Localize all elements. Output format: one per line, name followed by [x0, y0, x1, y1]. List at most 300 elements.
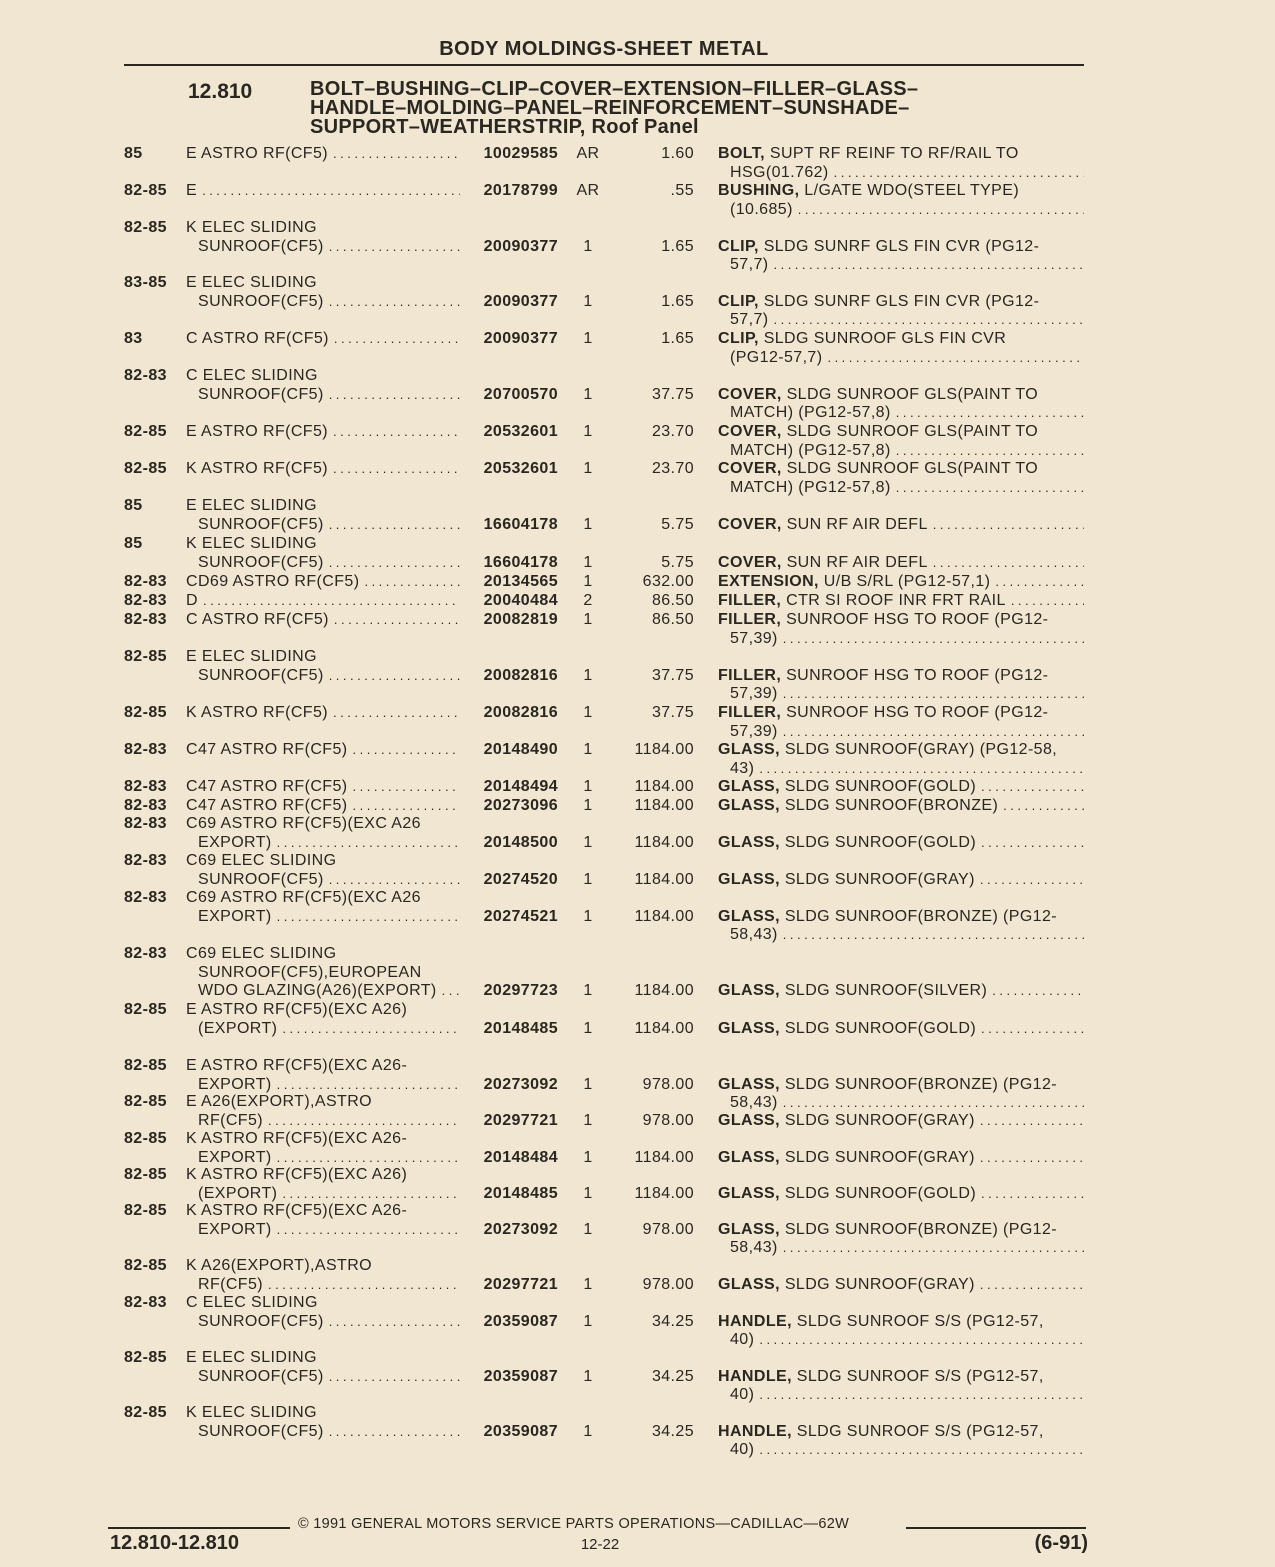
dot-leader	[329, 516, 460, 535]
section-title-line: HANDLE–MOLDING–PANEL–REINFORCEMENT–SUNSHADE–	[310, 97, 910, 119]
application	[186, 460, 460, 479]
application-line: E ASTRO RF(CF5)(EXC A26)	[186, 1001, 408, 1018]
model-year: 82-85	[124, 648, 167, 665]
description	[718, 667, 1084, 704]
dot-leader	[783, 685, 1084, 704]
quantity: 1	[583, 1367, 593, 1385]
application-line: E ASTRO RF(CF5)	[186, 145, 329, 162]
quantity: 1	[583, 573, 593, 590]
part-name: HANDLE,	[718, 1312, 792, 1330]
application-line: E ELEC SLIDING	[186, 497, 317, 514]
table-row	[0, 330, 1275, 367]
application-line: C69 ASTRO RF(CF5)(EXC A26	[186, 889, 421, 906]
application-line: EXPORT)	[198, 1220, 272, 1238]
application-line: K ASTRO RF(CF5)(EXC A26)	[186, 1166, 408, 1183]
application	[186, 1294, 460, 1331]
price: 1184.00	[634, 982, 694, 999]
dot-leader	[896, 442, 1084, 461]
model-year: 82-83	[124, 367, 167, 384]
part-number: 20082816	[483, 666, 558, 684]
application-line: SUNROOF(CF5)	[198, 385, 324, 403]
model-year: 82-85	[124, 1001, 167, 1018]
description	[718, 704, 1084, 741]
model-year: 82-85	[124, 423, 167, 440]
model-year: 82-85	[124, 704, 167, 721]
application-line: K ELEC SLIDING	[186, 1404, 317, 1421]
quantity: 1	[583, 1111, 593, 1129]
description-line: SUNROOF HSG TO ROOF (PG12-	[786, 704, 1049, 721]
model-year: 82-83	[124, 573, 167, 590]
price: 1184.00	[634, 833, 694, 851]
part-number: 20148484	[483, 1148, 558, 1166]
table-row	[0, 1257, 1275, 1294]
part-number: 20040484	[483, 592, 558, 609]
dot-leader	[282, 1185, 460, 1204]
part-number: 20274521	[483, 907, 558, 925]
model-year: 82-85	[124, 1057, 167, 1074]
description-line: SLDG SUNROOF GLS(PAINT TO	[786, 385, 1039, 403]
application-line: C47 ASTRO RF(CF5)	[186, 778, 348, 795]
model-year: 82-83	[124, 611, 167, 628]
table-row	[0, 648, 1275, 702]
quantity: 2	[583, 592, 593, 609]
price: 23.70	[651, 460, 694, 477]
application-line: K ASTRO RF(CF5)	[186, 704, 329, 721]
part-number: 20148500	[483, 833, 558, 851]
description-line: SLDG SUNROOF(SILVER)	[784, 982, 988, 999]
description-line: 57,7)	[730, 256, 769, 273]
part-name: HANDLE,	[718, 1422, 792, 1440]
part-name: FILLER,	[718, 611, 782, 628]
description	[718, 1276, 1084, 1295]
application	[186, 1093, 460, 1130]
header-rule	[124, 64, 1084, 66]
application-line: C ASTRO RF(CF5)	[186, 611, 329, 628]
description-line: L/GATE WDO(STEEL TYPE)	[804, 182, 1020, 199]
quantity: 1	[583, 1184, 593, 1202]
page-header: BODY MOLDINGS-SHEET METAL	[439, 38, 769, 60]
application	[186, 1001, 460, 1038]
dot-leader	[759, 1386, 1084, 1405]
model-year: 82-83	[124, 945, 167, 962]
table-row	[0, 274, 1275, 328]
table-row	[0, 573, 1275, 592]
description-line: SLDG SUNROOF GLS FIN CVR	[763, 330, 1007, 347]
price: 1.65	[661, 330, 694, 347]
quantity: 1	[583, 330, 593, 347]
dot-leader	[268, 1112, 460, 1131]
part-number: 20148494	[483, 778, 558, 795]
footer-rule-right	[906, 1527, 1086, 1529]
part-name: GLASS,	[718, 1275, 780, 1293]
application-line: WDO GLAZING(A26)(EXPORT)	[198, 982, 437, 999]
part-name: GLASS,	[718, 1019, 780, 1037]
dot-leader	[981, 1185, 1084, 1204]
part-number: 20148485	[483, 1019, 558, 1037]
model-year: 82-85	[124, 1404, 167, 1421]
dot-leader	[277, 834, 460, 853]
quantity: 1	[583, 423, 593, 440]
dot-leader	[329, 1368, 460, 1387]
application-line: E A26(EXPORT),ASTRO	[186, 1093, 373, 1110]
part-name: BUSHING,	[718, 182, 800, 199]
description-line: SLDG SUNROOF S/S (PG12-57,	[796, 1367, 1044, 1385]
dot-leader	[353, 797, 461, 816]
part-number: 20273092	[483, 1220, 558, 1238]
description	[718, 330, 1084, 367]
description-line: 43)	[730, 759, 755, 777]
table-row	[0, 778, 1275, 797]
dot-leader	[827, 349, 1084, 368]
dot-leader	[798, 201, 1084, 220]
table-row	[0, 741, 1275, 778]
application-line: EXPORT)	[198, 907, 272, 925]
description-line: SUN RF AIR DEFL	[786, 515, 928, 533]
description-line: SLDG SUNROOF(GRAY)	[784, 870, 975, 888]
application-line: C ELEC SLIDING	[186, 367, 318, 384]
description-line: 57,7)	[730, 311, 769, 328]
quantity: 1	[583, 778, 593, 795]
application	[186, 1130, 460, 1167]
application	[186, 274, 460, 311]
dot-leader	[333, 704, 460, 723]
section-number: 12.810	[188, 80, 253, 103]
application	[186, 573, 460, 592]
dot-leader	[277, 908, 460, 927]
description-line: SLDG SUNROOF GLS(PAINT TO	[786, 460, 1039, 477]
dot-leader	[1011, 592, 1084, 611]
part-name: CLIP,	[718, 237, 759, 255]
part-number: 20359087	[483, 1312, 558, 1330]
part-number: 20359087	[483, 1422, 558, 1440]
application	[186, 648, 460, 685]
part-number: 20148485	[483, 1184, 558, 1202]
part-number: 20532601	[483, 460, 558, 477]
part-name: FILLER,	[718, 704, 782, 721]
table-row	[0, 1202, 1275, 1256]
description	[718, 460, 1084, 497]
description-line: SLDG SUNROOF(GOLD)	[784, 778, 977, 795]
price: 1184.00	[634, 1184, 694, 1202]
model-year: 83	[124, 330, 143, 347]
description	[718, 238, 1084, 275]
part-number: 20178799	[483, 182, 558, 199]
dot-leader	[981, 1020, 1084, 1039]
application-line: SUNROOF(CF5),EUROPEAN	[198, 963, 422, 981]
dot-leader	[353, 778, 461, 797]
quantity: AR	[576, 145, 600, 162]
application-line: C69 ELEC SLIDING	[186, 945, 337, 962]
quantity: 1	[583, 797, 593, 814]
application	[186, 815, 460, 852]
description-line: 58,43)	[730, 1239, 778, 1256]
model-year: 85	[124, 497, 143, 514]
application-line: C47 ASTRO RF(CF5)	[186, 741, 348, 758]
model-year: 82-85	[124, 1257, 167, 1274]
quantity: 1	[583, 237, 593, 255]
copyright: © 1991 GENERAL MOTORS SERVICE PARTS OPERATIONS—CADILLAC—62W	[298, 1516, 850, 1532]
table-row	[0, 1001, 1275, 1038]
description-line: SUPT RF REINF TO RF/RAIL TO	[769, 145, 1019, 162]
table-row	[0, 1093, 1275, 1130]
application-line: C47 ASTRO RF(CF5)	[186, 797, 348, 814]
part-name: COVER,	[718, 515, 782, 533]
price: 34.25	[651, 1422, 694, 1440]
description-line: SLDG SUNROOF(GOLD)	[784, 833, 977, 851]
table-row	[0, 889, 1275, 943]
dot-leader	[333, 423, 460, 442]
dot-leader	[834, 164, 1084, 183]
description	[718, 293, 1084, 330]
description	[718, 1313, 1084, 1350]
description-line: SLDG SUNRF GLS FIN CVR (PG12-	[763, 237, 1040, 255]
dot-leader	[933, 516, 1084, 535]
description	[718, 982, 1084, 1001]
application-line: E ASTRO RF(CF5)(EXC A26-	[186, 1057, 408, 1074]
description-line: SLDG SUNROOF(BRONZE)	[784, 797, 999, 814]
model-year: 82-85	[124, 219, 167, 236]
quantity: 1	[583, 460, 593, 477]
part-name: CLIP,	[718, 292, 759, 310]
model-year: 82-83	[124, 1294, 167, 1311]
description	[718, 554, 1084, 573]
price: 978.00	[642, 1275, 694, 1293]
quantity: 1	[583, 833, 593, 851]
price: 1.65	[661, 237, 694, 255]
description-line: 58,43)	[730, 926, 778, 943]
application	[186, 778, 460, 797]
model-year: 82-83	[124, 741, 167, 758]
description-line: SLDG SUNROOF S/S (PG12-57,	[796, 1422, 1044, 1440]
description-line: 40)	[730, 1331, 755, 1348]
table-row	[0, 704, 1275, 741]
description	[718, 1368, 1084, 1405]
application	[186, 945, 460, 1001]
quantity: 1	[583, 1220, 593, 1238]
description	[718, 1423, 1084, 1460]
description	[718, 516, 1084, 535]
model-year: 82-85	[124, 1349, 167, 1366]
model-year: 82-83	[124, 852, 167, 869]
application	[186, 1166, 460, 1203]
dot-leader	[759, 1441, 1084, 1460]
price: 632.00	[642, 573, 694, 590]
application-line: SUNROOF(CF5)	[198, 292, 324, 310]
application-line: E ASTRO RF(CF5)	[186, 423, 329, 440]
price: 5.75	[661, 553, 694, 571]
dot-leader	[783, 630, 1084, 649]
dot-leader	[992, 982, 1084, 1001]
description-line: SLDG SUNROOF(GOLD)	[784, 1184, 977, 1202]
part-number: 20297723	[483, 982, 558, 999]
model-year: 83-85	[124, 274, 167, 291]
dot-leader	[203, 592, 460, 611]
part-name: COVER,	[718, 553, 782, 571]
application-line: SUNROOF(CF5)	[198, 870, 324, 888]
description-line: MATCH) (PG12-57,8)	[730, 441, 891, 459]
application-line: C ASTRO RF(CF5)	[186, 330, 329, 347]
application-line: E ELEC SLIDING	[186, 1349, 317, 1366]
part-number: 20090377	[483, 292, 558, 310]
part-number: 20134565	[483, 573, 558, 590]
part-name: GLASS,	[718, 1184, 780, 1202]
part-name: GLASS,	[718, 741, 780, 758]
description-line: MATCH) (PG12-57,8)	[730, 404, 891, 421]
table-row	[0, 852, 1275, 889]
price: 37.75	[651, 666, 694, 684]
price: 34.25	[651, 1367, 694, 1385]
application	[186, 219, 460, 256]
description-line: (10.685)	[730, 200, 793, 218]
description	[718, 778, 1084, 797]
description-line: (PG12-57,7)	[730, 348, 823, 366]
part-name: HANDLE,	[718, 1367, 792, 1385]
description	[718, 182, 1084, 219]
table-row	[0, 1130, 1275, 1167]
price: 1184.00	[634, 797, 694, 814]
description-line: 57,39)	[730, 722, 778, 740]
part-number: 16604178	[483, 515, 558, 533]
application-line: K ELEC SLIDING	[186, 219, 317, 236]
dot-leader	[1003, 797, 1084, 816]
footer-section-range: 12.810-12.810	[110, 1532, 240, 1554]
description	[718, 1020, 1084, 1039]
table-row	[0, 182, 1275, 219]
model-year: 82-83	[124, 889, 167, 906]
model-year: 82-85	[124, 1202, 167, 1219]
quantity: 1	[583, 741, 593, 758]
application	[186, 535, 460, 572]
price: 86.50	[651, 611, 694, 628]
application	[186, 741, 460, 760]
dot-leader	[981, 778, 1084, 797]
dot-leader	[783, 1239, 1084, 1258]
application-line: E ELEC SLIDING	[186, 274, 317, 291]
description-line: SLDG SUNROOF GLS(PAINT TO	[786, 423, 1039, 440]
part-name: GLASS,	[718, 833, 780, 851]
application-line: SUNROOF(CF5)	[198, 1312, 324, 1330]
quantity: 1	[583, 553, 593, 571]
dot-leader	[353, 741, 461, 760]
application-line: C ELEC SLIDING	[186, 1294, 318, 1311]
price: 86.50	[651, 592, 694, 609]
description	[718, 145, 1084, 182]
model-year: 85	[124, 535, 143, 552]
section-title-line: BOLT–BUSHING–CLIP–COVER–EXTENSION–FILLER–GLASS–	[310, 78, 919, 100]
quantity: 1	[583, 907, 593, 925]
part-number: 20359087	[483, 1367, 558, 1385]
dot-leader	[277, 1221, 460, 1240]
description	[718, 573, 1084, 592]
footer-revision: (6-91)	[1034, 1532, 1088, 1554]
dot-leader	[333, 145, 460, 164]
description-line: SLDG SUNROOF(GRAY) (PG12-58,	[784, 741, 1058, 758]
application	[186, 1202, 460, 1239]
application	[186, 611, 460, 630]
description	[718, 797, 1084, 816]
description-line: 40)	[730, 1386, 755, 1403]
part-name: COVER,	[718, 423, 782, 440]
application	[186, 889, 460, 926]
price: 1184.00	[634, 778, 694, 795]
description-line: CTR SI ROOF INR FRT RAIL	[786, 592, 1006, 609]
description	[718, 611, 1084, 648]
table-row	[0, 497, 1275, 534]
dot-leader	[364, 573, 460, 592]
price: 1184.00	[634, 741, 694, 758]
dot-leader	[759, 760, 1084, 779]
dot-leader	[334, 611, 460, 630]
price: 978.00	[642, 1111, 694, 1129]
description-line: SLDG SUNROOF(GOLD)	[784, 1019, 977, 1037]
dot-leader	[980, 871, 1084, 890]
description	[718, 834, 1084, 853]
application	[186, 592, 460, 611]
model-year: 82-83	[124, 592, 167, 609]
part-name: GLASS,	[718, 1148, 780, 1166]
part-number: 16604178	[483, 553, 558, 571]
dot-leader	[329, 871, 460, 890]
description	[718, 908, 1084, 945]
application-line: SUNROOF(CF5)	[198, 1367, 324, 1385]
description-line: HSG(01.762)	[730, 163, 829, 181]
dot-leader	[202, 182, 460, 201]
quantity: 1	[583, 611, 593, 628]
quantity: 1	[583, 385, 593, 403]
description-line: SLDG SUNROOF(BRONZE) (PG12-	[784, 907, 1057, 925]
model-year: 82-85	[124, 1130, 167, 1147]
dot-leader	[277, 1076, 460, 1095]
model-year: 82-85	[124, 460, 167, 477]
table-row	[0, 797, 1275, 816]
price: 1.60	[661, 145, 694, 162]
quantity: 1	[583, 1275, 593, 1293]
application-line: SUNROOF(CF5)	[198, 553, 324, 571]
table-row	[0, 611, 1275, 648]
dot-leader	[783, 926, 1084, 945]
description	[718, 592, 1084, 611]
dot-leader	[980, 1149, 1084, 1168]
dot-leader	[282, 1020, 460, 1039]
part-number: 20090377	[483, 330, 558, 347]
description	[718, 423, 1084, 460]
description-line: SLDG SUNROOF(BRONZE) (PG12-	[784, 1220, 1057, 1238]
dot-leader	[896, 404, 1084, 423]
part-name: GLASS,	[718, 1220, 780, 1238]
application	[186, 852, 460, 889]
price: 23.70	[651, 423, 694, 440]
dot-leader	[329, 386, 460, 405]
application-line: SUNROOF(CF5)	[198, 237, 324, 255]
table-row	[0, 1349, 1275, 1403]
part-number: 20297721	[483, 1275, 558, 1293]
description-line: 58,43)	[730, 1094, 778, 1111]
table-row	[0, 1404, 1275, 1458]
price: 1184.00	[634, 870, 694, 888]
application-line: EXPORT)	[198, 1075, 272, 1093]
quantity: 1	[583, 1075, 593, 1093]
part-name: COVER,	[718, 460, 782, 477]
dot-leader	[329, 1423, 460, 1442]
table-row	[0, 815, 1275, 852]
quantity: 1	[583, 1422, 593, 1440]
price: 37.75	[651, 704, 694, 721]
dot-leader	[334, 330, 460, 349]
footer-rule-left	[108, 1527, 290, 1529]
quantity: 1	[583, 1019, 593, 1037]
application	[186, 1349, 460, 1386]
dot-leader	[329, 293, 460, 312]
